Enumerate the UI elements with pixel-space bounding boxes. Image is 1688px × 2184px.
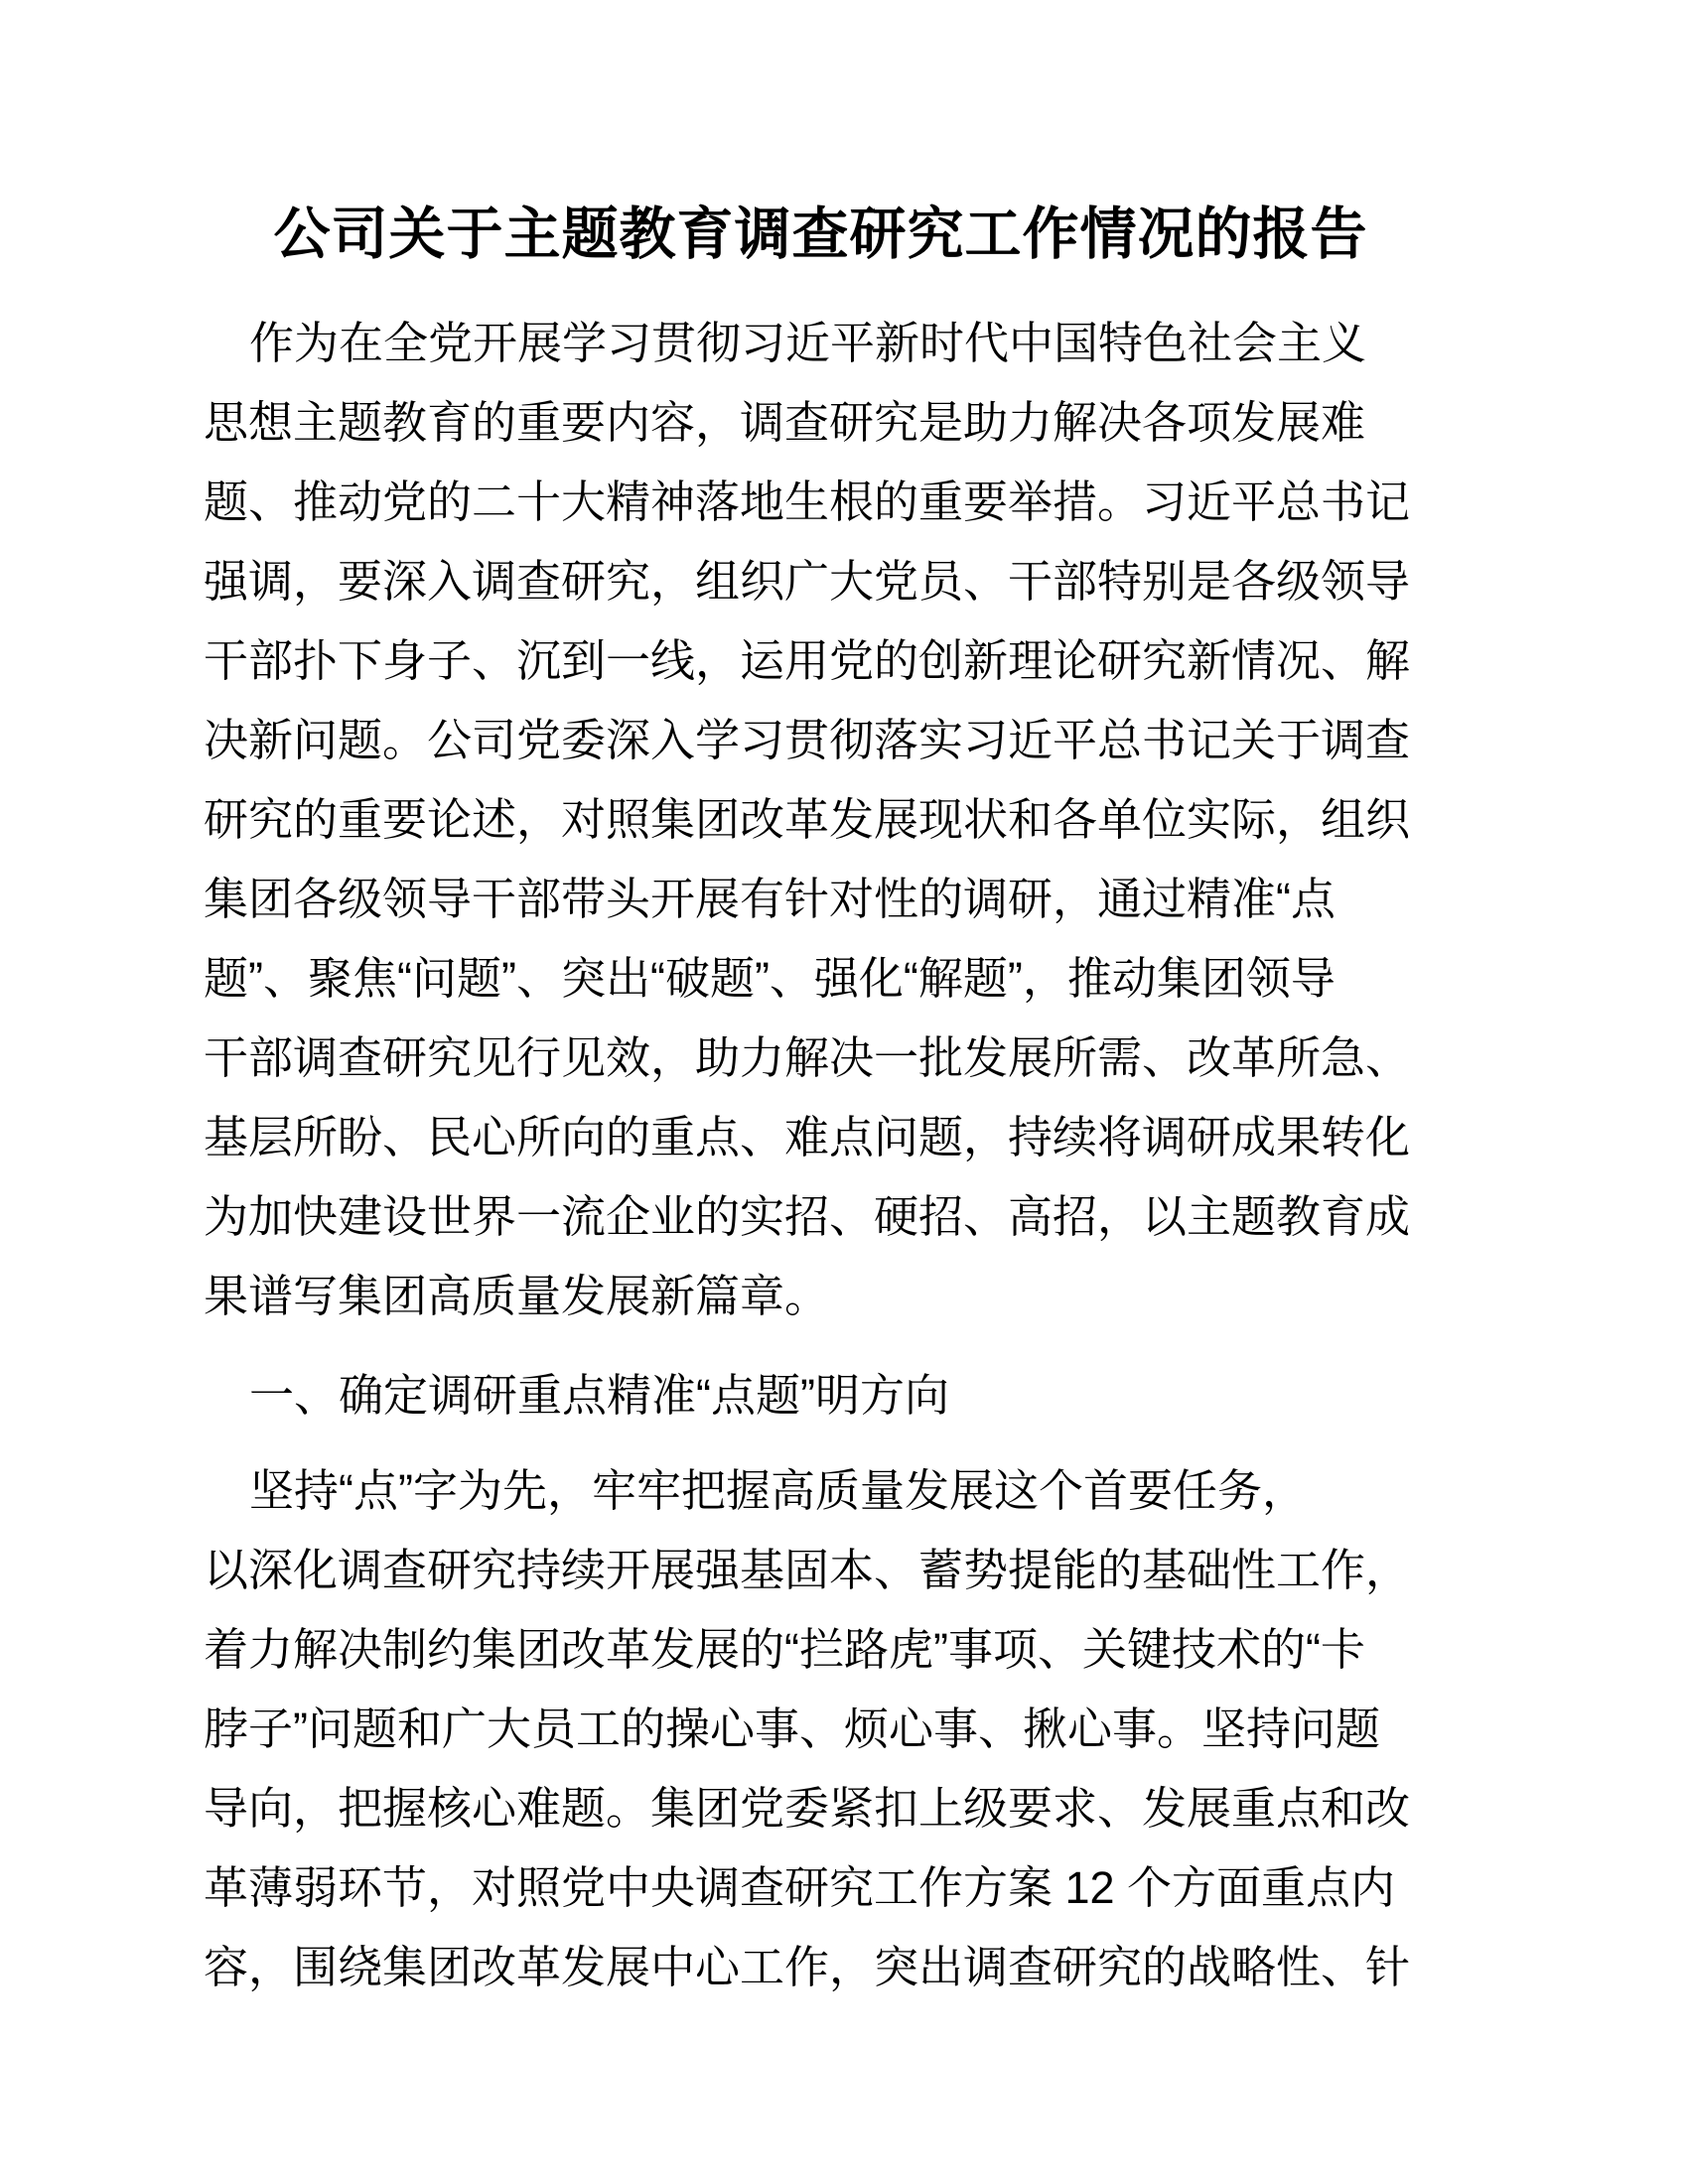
text-line: 容，围绕集团改革发展中心工作，突出调查研究的战略性、针 xyxy=(204,1942,1411,1992)
text-line: 基层所盼、民心所向的重点、难点问题，持续将调研成果转化 xyxy=(204,1112,1411,1162)
text-line: 以深化调查研究持续开展强基固本、蓄势提能的基础性工作， xyxy=(204,1545,1411,1595)
text-line: 题”、聚焦“问题”、突出“破题”、强化“解题”，推动集团领导 xyxy=(204,953,1336,1004)
document-body xyxy=(204,304,1438,2007)
text-line: 干部调查研究见行见效，助力解决一批发展所需、改革所急、 xyxy=(204,1032,1411,1083)
text-line: 干部扑下身子、沉到一线，运用党的创新理论研究新情况、解 xyxy=(204,635,1411,686)
text-line: 果谱写集团高质量发展新篇章。 xyxy=(204,1271,830,1321)
text-line: 革薄弱环节，对照党中央调查研究工作方案 12 个方面重点内 xyxy=(204,1862,1396,1913)
text-line: 导向，把握核心难题。集团党委紧扣上级要求、发展重点和改 xyxy=(204,1783,1411,1834)
text-line: 题、推动党的二十大精神落地生根的重要举措。习近平总书记 xyxy=(204,477,1411,527)
text-line: 思想主题教育的重要内容，调查研究是助力解决各项发展难 xyxy=(204,397,1366,448)
text-line: 为加快建设世界一流企业的实招、硬招、高招，以主题教育成 xyxy=(204,1191,1411,1242)
text-line: 着力解决制约集团改革发展的“拦路虎”事项、关键技术的“卡 xyxy=(204,1624,1365,1675)
text-line: 研究的重要论述，对照集团改革发展现状和各单位实际，组织 xyxy=(204,794,1411,845)
text-line: 坚持“点”字为先，牢牢把握高质量发展这个首要任务， xyxy=(249,1465,1307,1516)
text-line: 强调，要深入调查研究，组织广大党员、干部特别是各级领导 xyxy=(204,556,1411,607)
text-line: 作为在全党开展学习贯彻习近平新时代中国特色社会主义 xyxy=(249,318,1367,368)
section-heading: 一、确定调研重点精准“点题”明方向 xyxy=(249,1370,949,1421)
text-line: 决新问题。公司党委深入学习贯彻落实习近平总书记关于调查 xyxy=(204,715,1411,765)
document-title: 公司关于主题教育调查研究工作情况的报告 xyxy=(273,203,1368,266)
text-line: 脖子”问题和广大员工的操心事、烦心事、揪心事。坚持问题 xyxy=(204,1704,1380,1754)
text-line: 集团各级领导干部带头开展有针对性的调研，通过精准“点 xyxy=(204,874,1336,924)
